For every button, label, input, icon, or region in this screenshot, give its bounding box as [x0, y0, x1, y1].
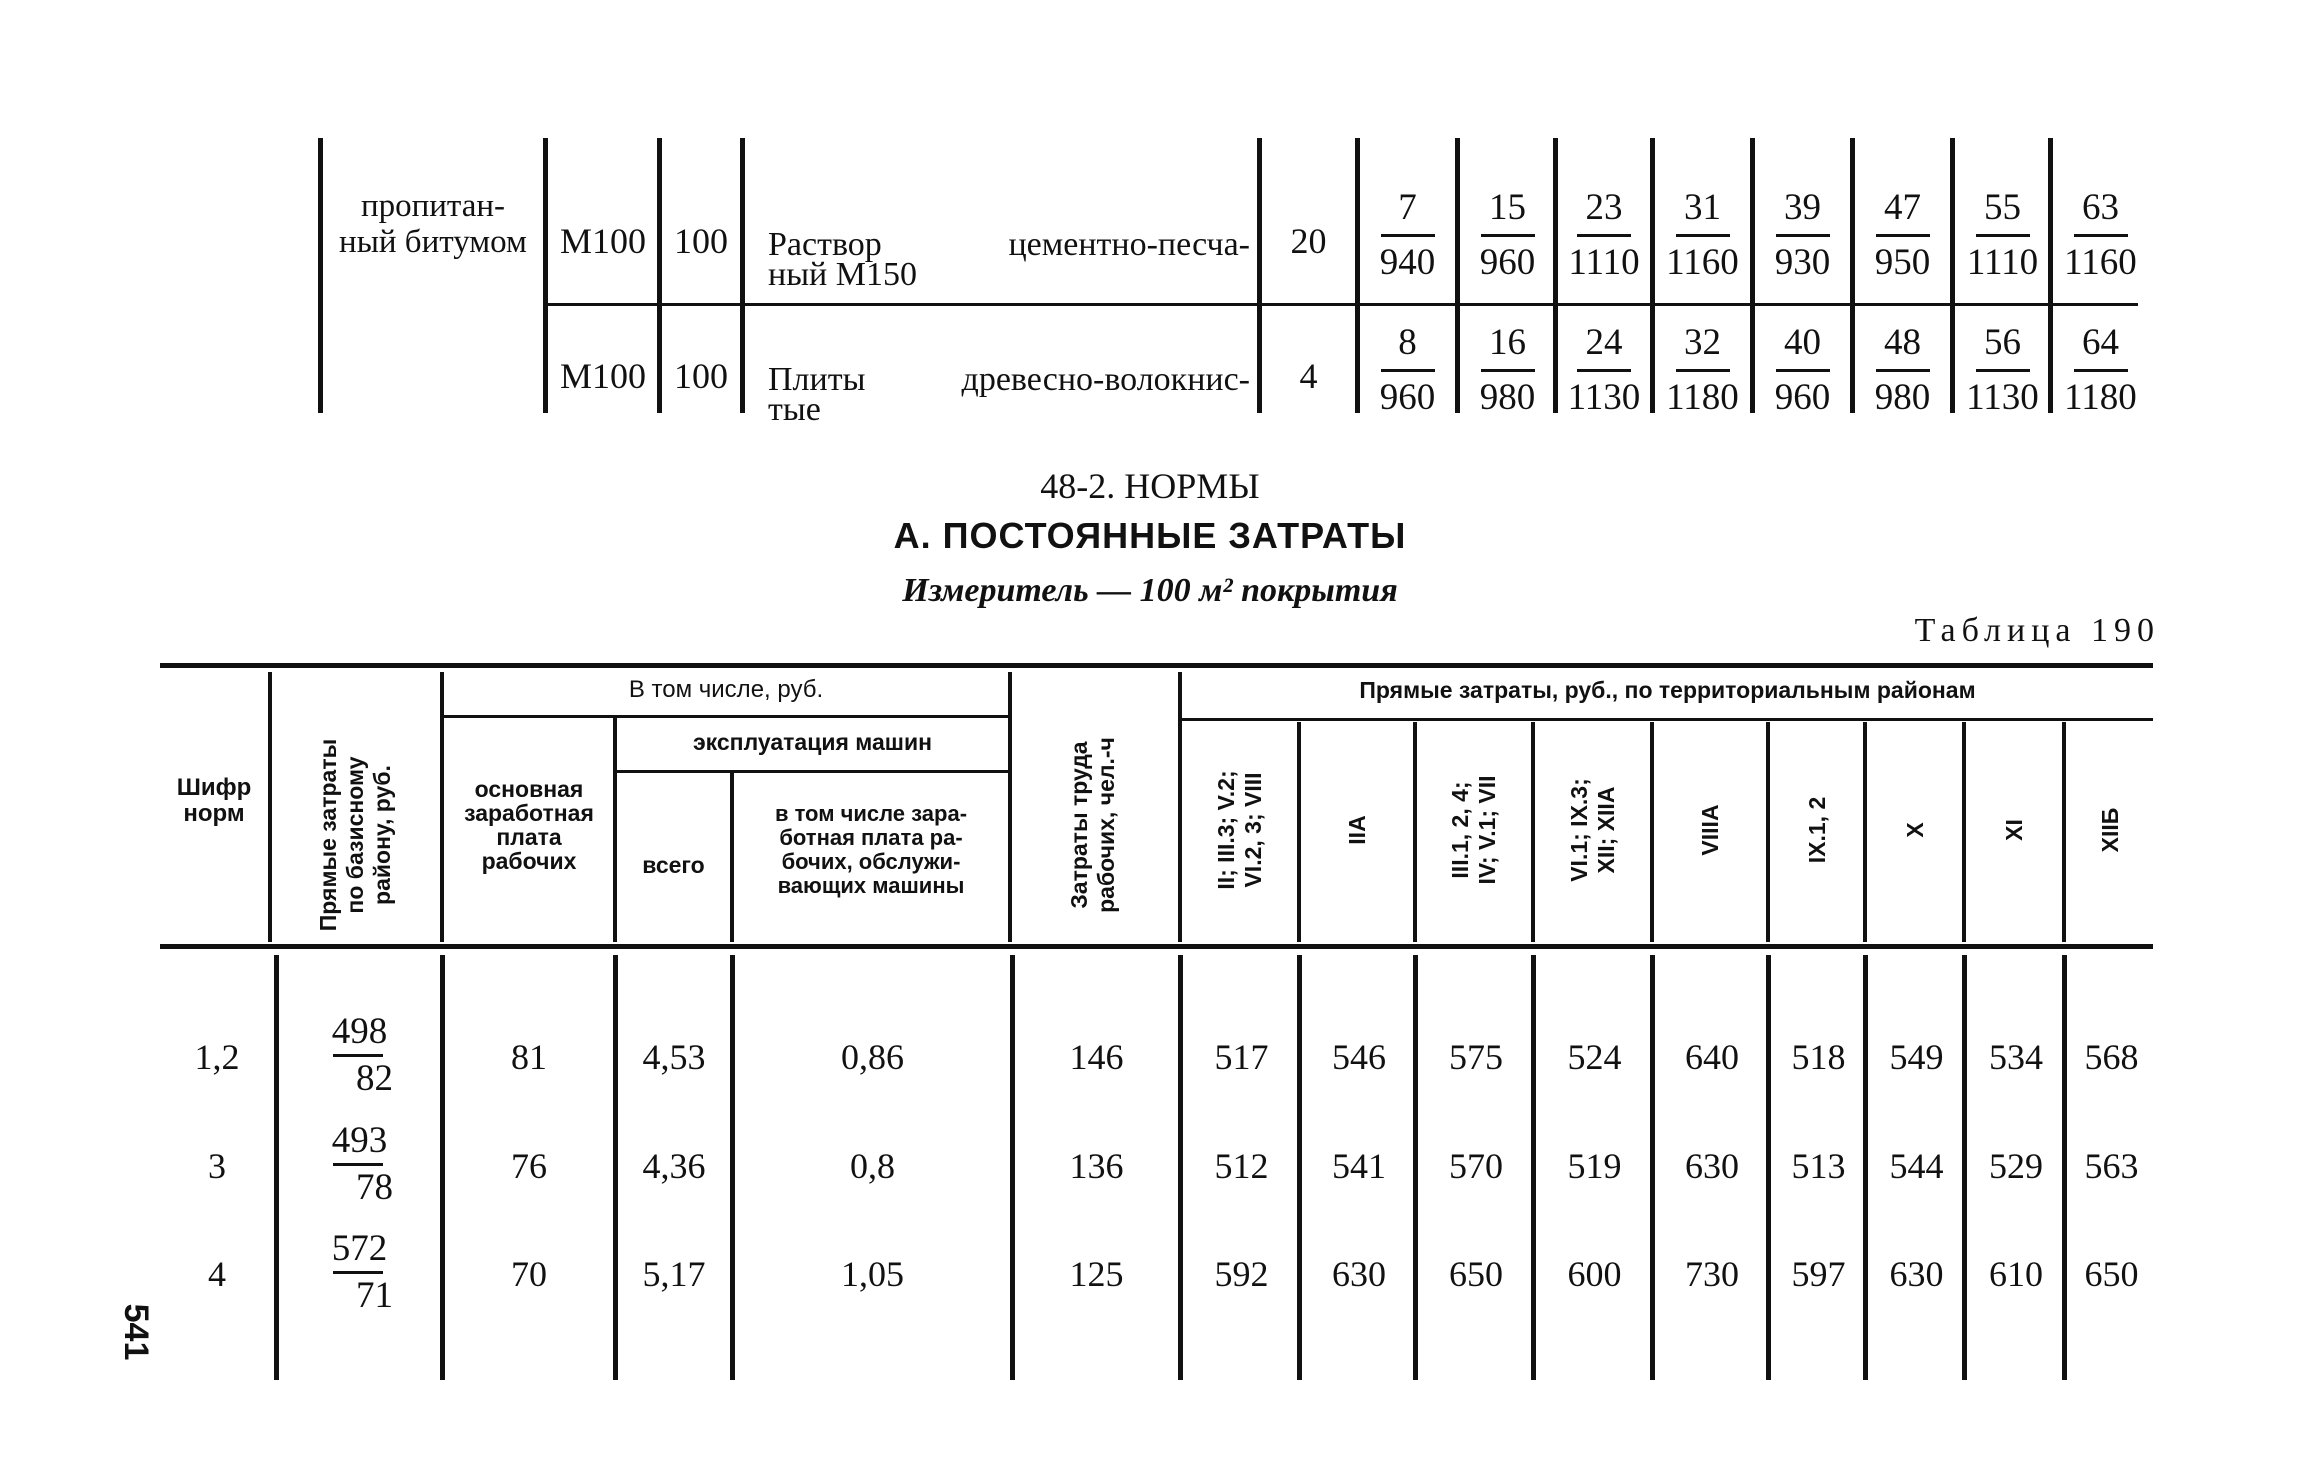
fraction-denominator: 71 — [356, 1275, 393, 1316]
row-region-value: 575 — [1449, 1037, 1503, 1077]
top-fraction — [1955, 321, 2050, 420]
fraction-numerator: 15 — [1489, 187, 1526, 228]
fraction-numerator: 7 — [1398, 187, 1417, 228]
fraction-denominator: 1180 — [2064, 377, 2137, 418]
fraction-bar — [1577, 234, 1631, 237]
row-machine-wages: 1,05 — [841, 1254, 904, 1294]
fraction-denominator: 82 — [356, 1058, 393, 1099]
row-machine-wages: 0,86 — [841, 1037, 904, 1077]
fraction-numerator: 24 — [1585, 322, 1623, 363]
top-fraction — [1955, 186, 2050, 285]
row-region-value: 640 — [1685, 1037, 1739, 1077]
row-wages: 76 — [511, 1146, 547, 1186]
fraction-bar — [1577, 369, 1631, 372]
row-region-value: 650 — [2084, 1254, 2139, 1294]
fraction-bar — [1876, 369, 1930, 372]
fraction-denominator: 980 — [1874, 377, 1931, 418]
fraction-numerator: 32 — [1684, 322, 1721, 363]
fraction-denominator: 930 — [1774, 242, 1831, 283]
row-region-value: 534 — [1989, 1037, 2043, 1077]
top-fraction — [1755, 321, 1850, 420]
row-region-value: 519 — [1567, 1146, 1622, 1186]
fraction-bar — [1776, 234, 1830, 237]
fraction-denominator: 980 — [1479, 377, 1536, 418]
top-fraction — [1855, 186, 1950, 285]
fraction-denominator: 78 — [356, 1167, 393, 1208]
fraction-numerator: 572 — [331, 1228, 388, 1269]
top-n: 100 — [674, 221, 728, 261]
header-wages: основная заработная плата рабочих — [464, 776, 594, 874]
fraction-bar — [1381, 369, 1435, 372]
header-region: VI.1; IX.3; XII; XIIА — [1565, 778, 1619, 882]
row-region-value: 524 — [1567, 1037, 1622, 1077]
row-wages: 70 — [511, 1254, 547, 1294]
fraction-numerator: 48 — [1884, 322, 1921, 363]
fraction-denominator: 950 — [1874, 242, 1931, 283]
row-region-value: 597 — [1791, 1254, 1846, 1294]
row-region-value: 541 — [1332, 1146, 1386, 1186]
header-region: IX.1, 2 — [1803, 796, 1829, 864]
row-region-value: 549 — [1889, 1037, 1944, 1077]
fraction-denominator: 940 — [1379, 242, 1436, 283]
top-k: 4 — [1299, 356, 1318, 396]
top-fraction — [2053, 321, 2148, 420]
fraction-bar — [1776, 369, 1830, 372]
fraction-numerator: 16 — [1489, 322, 1526, 363]
header-region: VIIIА — [1696, 804, 1723, 856]
top-grade: М100 — [559, 356, 646, 396]
fraction-numerator: 39 — [1784, 187, 1821, 228]
row-base-fraction — [279, 1227, 440, 1318]
top-fraction — [2053, 186, 2148, 285]
fraction-numerator: 64 — [2082, 322, 2119, 363]
header-region: II; III.3; V.2; VI.2, 3; VIII — [1212, 770, 1266, 890]
table-number: Таблица 190 — [1914, 612, 2160, 649]
row-machines: 5,17 — [642, 1254, 706, 1294]
top-fraction — [1855, 321, 1950, 420]
fraction-numerator: 493 — [331, 1120, 388, 1161]
row-labor: 136 — [1069, 1146, 1124, 1186]
top-fraction — [1460, 321, 1555, 420]
header-total: всего — [642, 852, 705, 878]
fraction-denominator: 1110 — [1568, 242, 1640, 283]
row-region-value: 512 — [1214, 1146, 1269, 1186]
top-desc-a: Раствор — [768, 226, 882, 263]
row-region-value: 517 — [1214, 1037, 1269, 1077]
fraction-denominator: 1110 — [1966, 242, 2039, 283]
fraction-bar — [1481, 369, 1535, 372]
row-region-value: 570 — [1449, 1146, 1503, 1186]
header-incl: В том числе, руб. — [628, 676, 824, 703]
row-region-value: 518 — [1791, 1037, 1846, 1077]
top-fraction — [1360, 186, 1455, 285]
measure-unit: Измеритель — 100 м² покрытия — [902, 572, 1398, 609]
row-wages: 81 — [511, 1037, 547, 1077]
section-title: 48-2. НОРМЫ — [1040, 466, 1260, 506]
fraction-numerator: 63 — [2082, 187, 2119, 228]
fraction-denominator: 1130 — [1966, 377, 2039, 418]
top-fraction — [1460, 186, 1555, 285]
top-fraction — [1558, 186, 1650, 285]
fraction-numerator: 56 — [1984, 322, 2021, 363]
top-desc-b: древесно-волокнис- — [961, 361, 1250, 398]
row-region-value: 592 — [1214, 1254, 1269, 1294]
fraction-bar — [1676, 234, 1730, 237]
header-direct-base: Прямые затраты по базисному району, руб. — [314, 738, 395, 932]
fraction-numerator: 23 — [1585, 187, 1623, 228]
top-fraction — [1655, 321, 1750, 420]
row-region-value: 650 — [1449, 1254, 1503, 1294]
material-label: пропитан- ный битумом — [339, 188, 527, 260]
fraction-numerator: 40 — [1784, 322, 1821, 363]
row-code: 4 — [208, 1254, 226, 1294]
row-region-value: 630 — [1332, 1254, 1386, 1294]
row-region-value: 513 — [1791, 1146, 1846, 1186]
fraction-numerator: 55 — [1984, 187, 2021, 228]
row-region-value: 544 — [1889, 1146, 1944, 1186]
top-desc-c: тые — [768, 391, 821, 428]
header-region: XI — [2000, 819, 2027, 841]
row-region-value: 600 — [1567, 1254, 1622, 1294]
row-labor: 125 — [1069, 1254, 1124, 1294]
fraction-bar — [2074, 234, 2128, 237]
row-region-value: 529 — [1989, 1146, 2043, 1186]
page-number: 541 — [117, 1303, 155, 1361]
header-region: X — [1901, 822, 1927, 838]
header-machines: эксплуатация машин — [692, 729, 933, 755]
top-fraction — [1655, 186, 1750, 285]
fraction-bar — [1876, 234, 1930, 237]
fraction-denominator: 1180 — [1666, 377, 1739, 418]
fraction-numerator: 8 — [1398, 322, 1417, 363]
fraction-bar — [1481, 234, 1535, 237]
row-region-value: 730 — [1685, 1254, 1739, 1294]
fraction-denominator: 960 — [1379, 377, 1436, 418]
top-n: 100 — [674, 356, 728, 396]
header-region: XIIБ — [2096, 807, 2122, 853]
top-fraction — [1755, 186, 1850, 285]
top-desc-a: Плиты — [768, 361, 866, 398]
row-code: 3 — [208, 1146, 226, 1186]
top-grade: М100 — [559, 221, 646, 261]
row-region-value: 568 — [2084, 1037, 2139, 1077]
fraction-numerator: 47 — [1884, 187, 1921, 228]
header-region: III.1, 2, 4; IV; V.1; VII — [1447, 775, 1500, 885]
fraction-bar — [1381, 234, 1435, 237]
row-region-value: 630 — [1889, 1254, 1944, 1294]
header-labor: Затраты труда рабочих, чел.-ч — [1066, 737, 1119, 913]
row-region-value: 563 — [2084, 1146, 2139, 1186]
fraction-bar — [1676, 369, 1730, 372]
top-desc-b: цементно-песча- — [1008, 226, 1250, 263]
fraction-denominator: 1130 — [1567, 377, 1641, 418]
top-k: 20 — [1290, 221, 1327, 261]
fraction-bar — [1976, 369, 2030, 372]
row-region-value: 546 — [1332, 1037, 1386, 1077]
fraction-numerator: 498 — [331, 1011, 388, 1052]
fraction-denominator: 960 — [1479, 242, 1536, 283]
row-labor: 146 — [1069, 1037, 1124, 1077]
row-machines: 4,53 — [642, 1037, 706, 1077]
fraction-denominator: 1160 — [1666, 242, 1739, 283]
header-region: IIА — [1343, 815, 1370, 845]
row-base-fraction — [279, 1119, 440, 1210]
row-machine-wages: 0,8 — [850, 1146, 895, 1186]
fraction-bar — [2074, 369, 2128, 372]
row-base-fraction — [279, 1010, 440, 1101]
fraction-numerator: 31 — [1684, 187, 1721, 228]
row-code: 1,2 — [194, 1037, 240, 1077]
subsection-title: А. ПОСТОЯННЫЕ ЗАТРАТЫ — [893, 515, 1407, 556]
header-code: Шифр норм — [176, 774, 252, 827]
row-region-value: 630 — [1685, 1146, 1739, 1186]
header-incl-machine-wages: в том числе зара- ботная плата ра- бочих, обслужи- вающих машины — [774, 801, 968, 898]
fraction-denominator: 1160 — [2064, 242, 2137, 283]
top-desc-c: ный М150 — [768, 256, 917, 293]
top-fraction — [1558, 321, 1650, 420]
row-region-value: 610 — [1989, 1254, 2043, 1294]
fraction-denominator: 960 — [1774, 377, 1831, 418]
row-machines: 4,36 — [642, 1146, 706, 1186]
fraction-bar — [1976, 234, 2030, 237]
top-fraction — [1360, 321, 1455, 420]
header-regions-title: Прямые затраты, руб., по территориальным районам — [1359, 677, 1976, 703]
